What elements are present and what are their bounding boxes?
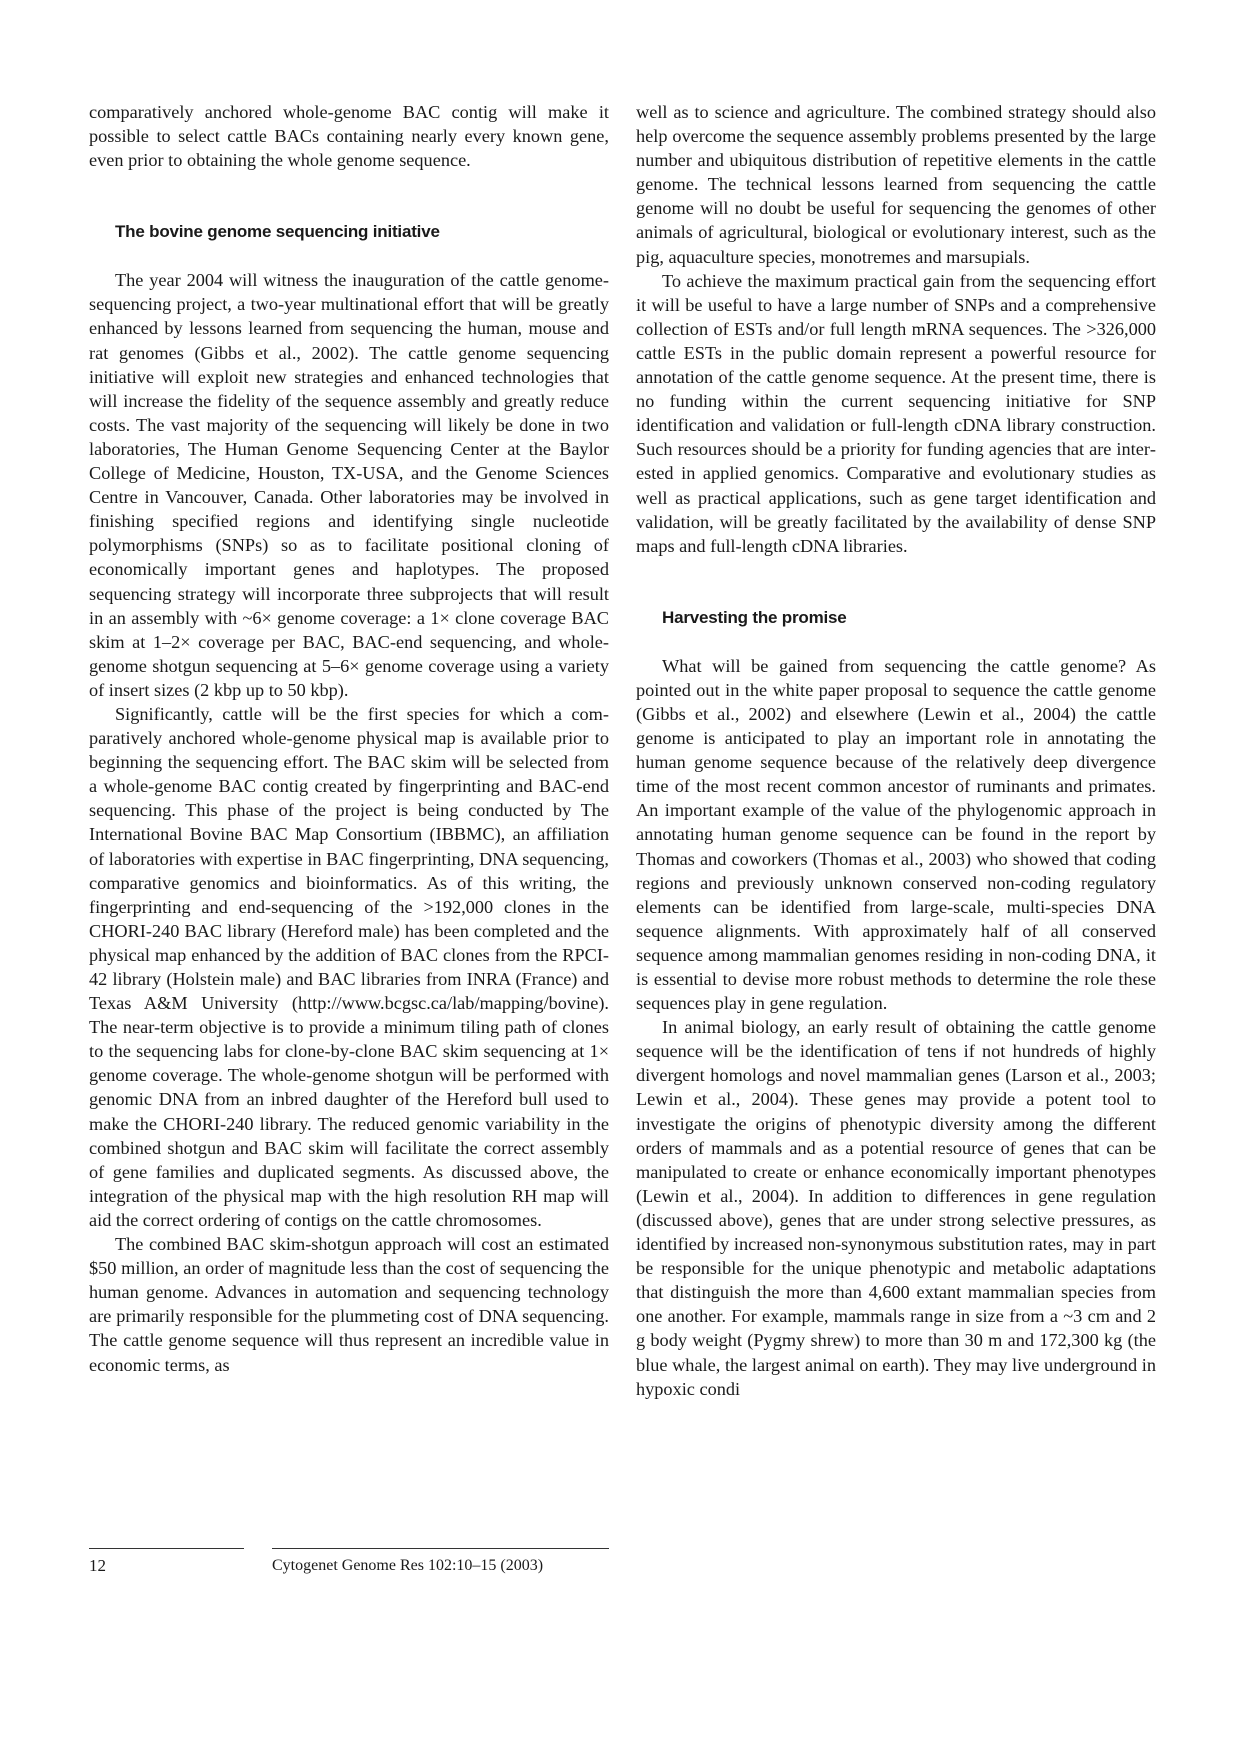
paragraph: In animal biology, an early result of obtaining the cattle genome sequence will be the identification of tens if not hundreds of highly divergent homologs and novel mammalian genes (Larson et al., 2003; Lewin et al., 2004). These genes may provide a potent tool to investigate the origins of phenotypic diversity among the different orders of mammals and as a potential resource of genes that can be manipulated to create or enhance economically important phenotypes (Lewin et al., 2004). In addition to differences in gene regulation (discussed above), genes that are under strong selective pressures, as identified by increased non-synonymous substitution rates, may in part be responsible for the unique phenotypic and metabolic adaptations that distinguish the more than 4,600 extant mammalian species from one another. For example, mammals range in size from a ~3 cm and 2 g body weight (Pygmy shrew) to more than 30 m and 172,300 kg (the blue whale, the largest animal on earth). They may live underground in hypoxic condi [636, 1017, 1156, 1399]
paragraph: To achieve the maximum practical gain from the sequencing effort it will be useful to have a large number of SNPs and a comprehensive collection of ESTs and/or full length mRNA sequences. The >326,000 cattle ESTs in the public domain represent a powerful resource for annotation of the cattle genome sequence. At the present time, there is no funding within the current sequencing initiative for SNP identification and validation or full-length cDNA library construction. Such resources should be a priority for funding agencies that are interested in applied genomics. Comparative and evolutionary studies as well as practical applications, such as gene target identification and validation, will be greatly facilitated by the availability of dense SNP maps and full-length cDNA libraries. [636, 270, 1156, 556]
left-column [89, 100, 609, 1377]
page-number: 12 [89, 1556, 106, 1575]
paragraph: The combined BAC skim-shotgun approach will cost an estimated $50 million, an order of magnitude less than the cost of sequencing the human genome. Advances in automation and sequencing technology are primarily responsible for the plummeting cost of DNA sequencing. The cattle genome sequence will thus represent an incredible value in economic terms, as [89, 1234, 609, 1375]
paragraph-continued: well as to science and agriculture. The combined strategy should also help overcome the sequence assembly problems presented by the large number and ubiquitous distribution of repetitive elements in the cattle genome. The technical lessons learned from sequencing the cattle genome will no doubt be useful for sequencing the genomes of other animals of agricultural, biological or evolutionary interest, such as the pig, aquaculture species, monotremes and marsupials. [636, 102, 1156, 267]
footer-rule-right [272, 1548, 609, 1549]
footer-rule-left [89, 1548, 244, 1549]
section-heading-harvesting: Harvesting the promise [662, 607, 847, 627]
paragraph: What will be gained from sequencing the cattle genome? As pointed out in the white paper proposal to sequence the cattle genome (Gibbs et al., 2002) and elsewhere (Lewin et al., 2004) the cattle genome is anticipated to play an important role in annotating the human genome sequence because of the relatively deep divergence time of the most recent common ancestor of ruminants and primates. An important example of the value of the phylogenomic approach in annotating human genome sequence can be found in the report by Thomas and coworkers (Thomas et al., 2003) who showed that coding regions and previously unknown conserved non-coding regulatory elements can be identified from large-scale, multi-species DNA sequence alignments. With approximately half of all conserved sequence among mammalian genomes residing in non-coding DNA, it is essential to devise more robust methods to determine the role these sequences play in gene regulation. [636, 655, 1156, 1014]
journal-reference: Cytogenet Genome Res 102:10–15 (2003) [272, 1557, 544, 1574]
paragraph: The year 2004 will witness the inauguration of the cattle genome-sequencing project, a two-year multinational effort that will be greatly enhanced by lessons learned from sequencing the human, mouse and rat genomes (Gibbs et al., 2002). The cattle genome sequencing initiative will exploit new strategies and enhanced technologies that will increase the fidelity of the sequence assembly and greatly reduce costs. The vast majority of the sequencing will likely be done in two laboratories, The Human Genome Sequencing Center at the Baylor College of Medicine, Houston, TX-USA, and the Genome Sciences Centre in Vancouver, Canada. Other laboratories may be involved in finishing specified regions and identifying single nucleotide polymorphisms (SNPs) so as to facilitate positional cloning of economically important genes and haplotypes. The proposed sequencing strategy will incorporate three subprojects that will result in an assembly with ~6× genome coverage: a 1× clone coverage BAC skim at 1–2× coverage per BAC, BAC-end sequencing, and whole-genome shotgun sequencing at 5–6× genome coverage using a variety of insert sizes (2 kbp up to 50 kbp). [89, 270, 609, 700]
right-column [636, 100, 1156, 1401]
paragraph-continued: comparatively anchored whole-genome BAC contig will make it possible to select cattle BACs containing nearly every known gene, even prior to obtaining the whole genome sequence. [89, 102, 609, 171]
section-heading-sequencing-initiative: The bovine genome sequencing initiative [115, 222, 440, 242]
paragraph: Significantly, cattle will be the first species for which a comparatively anchored whole-genome physical map is available prior to beginning the sequencing effort. The BAC skim will be selected from a whole-genome BAC contig created by fingerprinting and BAC-end sequencing. This phase of the project is being conducted by The International Bovine BAC Map Consortium (IBBMC), an affiliation of laboratories with expertise in BAC fingerprinting, DNA sequencing, comparative genomics and bioinformatics. As of this writing, the fingerprinting and end-sequencing of the >192,000 clones in the CHORI-240 BAC library (Hereford male) has been completed and the physical map enhanced by the addition of BAC clones from the RPCI-42 library (Holstein male) and BAC libraries from INRA (France) and Texas A&M University (http://www.bcgsc.ca/lab/​mapping/bovine). The near-term objective is to provide a minimum tiling path of clones to the sequencing labs for clone-by-clone BAC skim sequencing at 1× genome coverage. The whole-genome shotgun will be performed with genomic DNA from an inbred daughter of the Hereford bull used to make the CHORI-240 library. The reduced genomic variability in the combined shotgun and BAC skim will facilitate the correct assembly of gene families and duplicated segments. As discussed above, the integration of the physical map with the high resolution RH map will aid the correct ordering of contigs on the cattle chromosomes. [89, 703, 609, 1230]
